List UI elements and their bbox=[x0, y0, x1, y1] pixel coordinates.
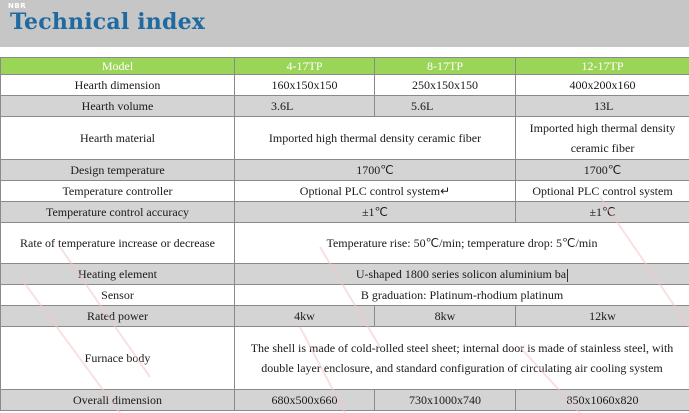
table-row bbox=[1, 264, 689, 285]
table-row bbox=[1, 285, 689, 306]
technical-index-table bbox=[0, 57, 689, 411]
row-label: Rate of temperature increase or decrease bbox=[1, 223, 235, 264]
cell-value: The shell is made of cold-rolled steel sheet; internal door is made of stainless steel, with double layer enclosure, and standard configuration of circulating air cooling system bbox=[235, 327, 689, 390]
cell-value: ±1℃ bbox=[235, 202, 516, 223]
row-label: Sensor bbox=[1, 285, 235, 306]
table-row bbox=[1, 327, 689, 390]
cell-value: 13L bbox=[516, 96, 689, 117]
row-label: Temperature control accuracy bbox=[1, 202, 235, 223]
cell-value: 5.6L bbox=[375, 96, 516, 117]
table-row bbox=[1, 306, 689, 327]
table-row bbox=[1, 117, 689, 160]
table-row bbox=[1, 75, 689, 96]
cell-value: Imported high thermal density ceramic fiber bbox=[235, 117, 516, 160]
page-header bbox=[0, 0, 689, 47]
cell-value: 850x1060x820 bbox=[516, 390, 689, 411]
cell-value: 1700℃ bbox=[235, 160, 516, 181]
cell-value: 730x1000x740 bbox=[375, 390, 516, 411]
cell-value: 8kw bbox=[375, 306, 516, 327]
table-row bbox=[1, 96, 689, 117]
column-header-4-17tp: 4-17TP bbox=[235, 58, 375, 75]
row-label: Temperature controller bbox=[1, 181, 235, 202]
cell-value: Imported high thermal density ceramic fiber bbox=[516, 117, 689, 160]
cell-value bbox=[235, 264, 689, 285]
table-row bbox=[1, 390, 689, 411]
cell-value: Temperature rise: 50℃/min; temperature drop: 5℃/min bbox=[235, 223, 689, 264]
page-title: Technical index bbox=[10, 9, 206, 35]
cell-value: B graduation: Platinum-rhodium platinum bbox=[235, 285, 689, 306]
row-label: Furnace body bbox=[1, 327, 235, 390]
cell-value: 12kw bbox=[516, 306, 689, 327]
cell-value: 1700℃ bbox=[516, 160, 689, 181]
row-label: Hearth dimension bbox=[1, 75, 235, 96]
cell-value: 680x500x660 bbox=[235, 390, 375, 411]
row-label: Hearth volume bbox=[1, 96, 235, 117]
cell-value: 3.6L bbox=[235, 96, 375, 117]
row-label: Design temperature bbox=[1, 160, 235, 181]
row-label: Overall dimension bbox=[1, 390, 235, 411]
brand-logo: NBR bbox=[8, 2, 27, 10]
row-label: Hearth material bbox=[1, 117, 235, 160]
table-row bbox=[1, 160, 689, 181]
cell-value: 160x150x150 bbox=[235, 75, 375, 96]
text-cursor-icon bbox=[567, 269, 568, 282]
cell-value: Optional PLC control system↵ bbox=[235, 181, 516, 202]
cell-value: Optional PLC control system bbox=[516, 181, 689, 202]
cell-value: 4kw bbox=[235, 306, 375, 327]
heating-element-value: U-shaped 1800 series solicon aluminium ba bbox=[355, 267, 567, 281]
cell-value: 250x150x150 bbox=[375, 75, 516, 96]
table-row bbox=[1, 202, 689, 223]
column-header-12-17tp: 12-17TP bbox=[516, 58, 689, 75]
column-header-8-17tp: 8-17TP bbox=[375, 58, 516, 75]
row-label: Heating element bbox=[1, 264, 235, 285]
cell-value: ±1℃ bbox=[516, 202, 689, 223]
table-row bbox=[1, 181, 689, 202]
table-header-row bbox=[1, 58, 689, 75]
table-row bbox=[1, 223, 689, 264]
cell-value: 400x200x160 bbox=[516, 75, 689, 96]
column-header-model: Model bbox=[1, 58, 235, 75]
row-label: Rated power bbox=[1, 306, 235, 327]
